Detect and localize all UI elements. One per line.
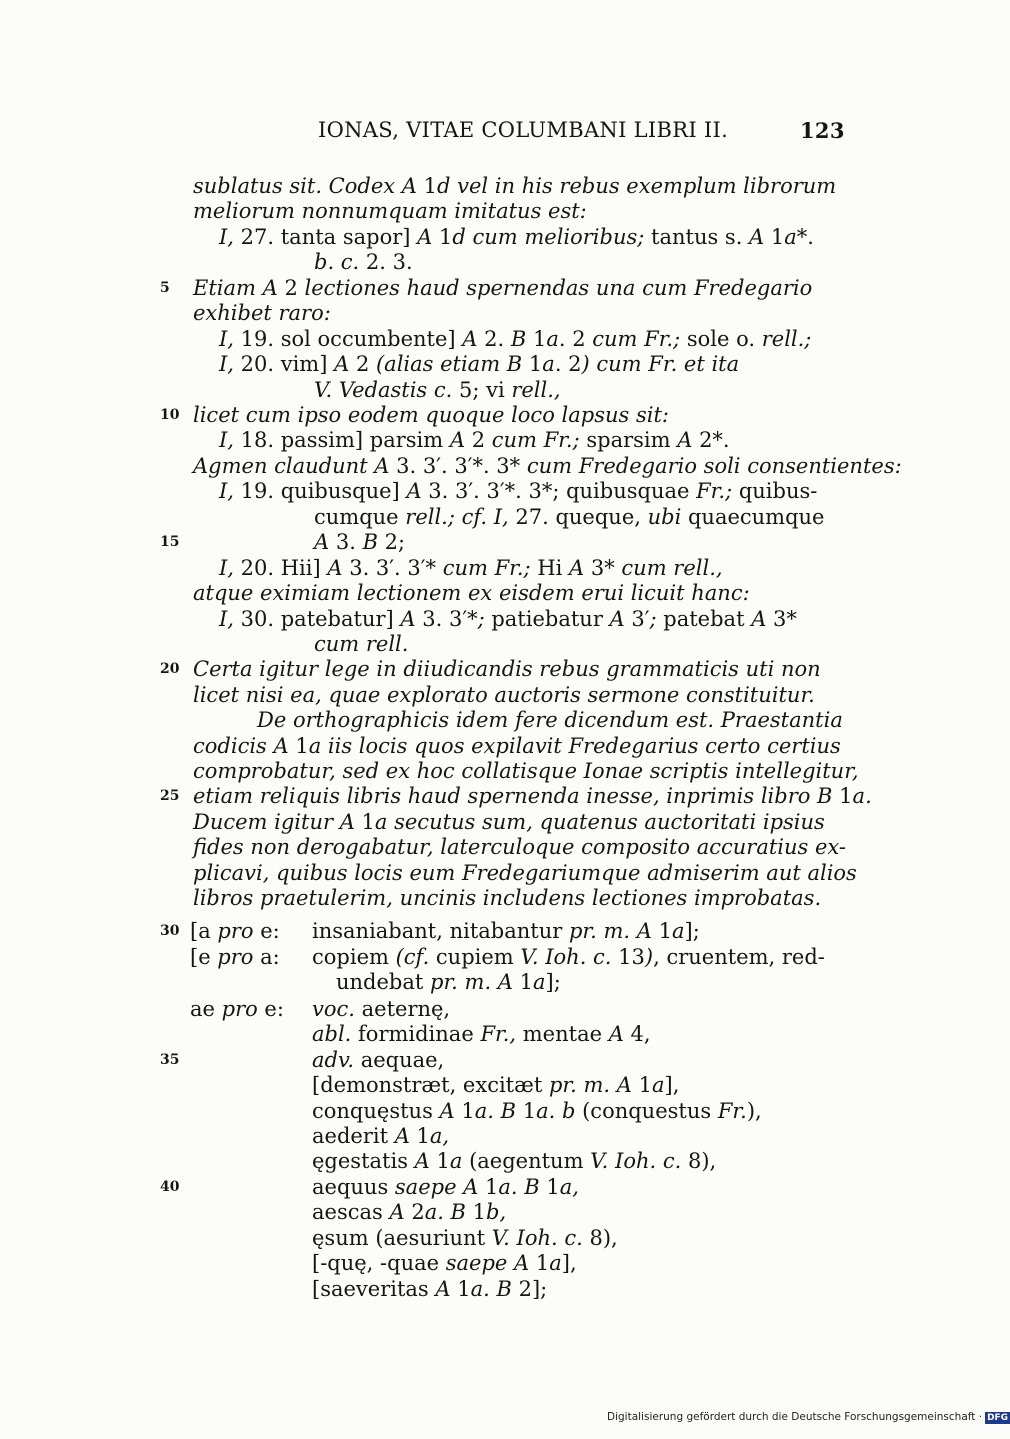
text-line: ęsum (aesuriunt V. Ioh. c. 8), [312,1226,618,1250]
line-number: 15 [160,534,180,550]
text-line: [-quę, -quae saepe A 1a], [312,1251,577,1275]
text-line: licet nisi ea, quae explorato auctoris sermone constituitur. [193,683,815,707]
text-line: I, 20. Hii] A 3. 3′. 3′* cum Fr.; Hi A 3* cum rell., [219,556,723,580]
text-line: Ducem igitur A 1a secutus sum, quatenus auctoritati ipsius [193,810,825,834]
footer-credit [607,1411,1010,1424]
text-line: comprobatur, sed ex hoc collatisque Ionae scriptis intellegitur, [193,759,859,783]
text-line: adv. aequae, [312,1048,445,1072]
text-line: De orthographicis idem fere dicendum est. Praestantia [257,708,843,732]
text-line: conquęstus A 1a. B 1a. b (conquestus Fr.), [312,1099,762,1123]
text-line: sublatus sit. Codex A 1d vel in his rebus exemplum librorum [193,174,837,198]
footer-text: Digitalisierung gefördert durch die Deutsche Forschungsgemeinschaft · [607,1411,983,1423]
text-line: [a pro e: [190,919,280,943]
line-number: 20 [160,661,180,677]
text-line: b. c. 2. 3. [314,250,413,274]
text-line: plicavi, quibus locis eum Fredegariumque admiserim aut alios [193,861,857,885]
text-line: [demonstræt, excitæt pr. m. A 1a], [312,1073,680,1097]
text-line: aequus saepe A 1a. B 1a, [312,1175,579,1199]
text-line: Certa igitur lege in diiudicandis rebus grammaticis uti non [193,657,821,681]
text-line: fides non derogabatur, laterculoque composito accuratius ex- [193,835,846,859]
dfg-logo: DFG [987,1413,1009,1423]
text-line: aescas A 2a. B 1b, [312,1200,507,1224]
text-line: [saeveritas A 1a. B 2]; [312,1277,548,1301]
line-number: 5 [160,280,170,296]
line-number: 25 [160,788,180,804]
text-line: exhibet raro: [193,301,331,325]
text-line: codicis A 1a iis locis quos expilavit Fredegarius certo certius [193,734,841,758]
text-line: copiem (cf. cupiem V. Ioh. c. 13), cruentem, red- [312,945,825,969]
text-line: undebat pr. m. A 1a]; [336,970,561,994]
text-line: I, 18. passim] parsim A 2 cum Fr.; sparsim A 2*. [219,428,730,452]
text-line: I, 19. quibusque] A 3. 3′. 3′*. 3*; quibusquae Fr.; quibus- [219,479,818,503]
text-line: etiam reliquis libris haud spernenda inesse, inprimis libro B 1a. [193,784,872,808]
text-line: [e pro a: [190,945,280,969]
running-title: IONAS, VITAE COLUMBANI LIBRI II. [318,118,729,142]
text-line: I, 30. patebatur] A 3. 3′*; patiebatur A 3′; patebat A 3* [219,607,797,631]
line-number: 40 [160,1179,180,1195]
text-line: meliorum nonnumquam imitatus est: [193,199,587,223]
text-line: I, 19. sol occumbente] A 2. B 1a. 2 cum Fr.; sole o. rell.; [219,327,812,351]
text-line: libros praetulerim, uncinis includens lectiones improbatas. [193,886,822,910]
text-line: cumque rell.; cf. I, 27. queque, ubi quaecumque [314,505,825,529]
text-line: I, 27. tanta sapor] A 1d cum melioribus; tantus s. A 1a*. [219,225,814,249]
text-line: V. Vedastis c. 5; vi rell., [314,378,561,402]
text-line: aederit A 1a, [312,1124,450,1148]
text-line: Etiam A 2 lectiones haud spernendas una cum Fredegario [193,276,813,300]
line-number: 10 [160,407,180,423]
text-line: abl. formidinae Fr., mentae A 4, [312,1022,651,1046]
text-line: cum rell. [314,632,409,656]
text-line: Agmen claudunt A 3. 3′. 3′*. 3* cum Fredegario soli consentientes: [193,454,902,478]
text-line: I, 20. vim] A 2 (alias etiam B 1a. 2) cum Fr. et ita [219,352,740,376]
text-line: voc. aeternę, [312,997,451,1021]
page-number: 123 [800,118,845,143]
text-line: insaniabant, nitabantur pr. m. A 1a]; [312,919,700,943]
text-line: A 3. B 2; [314,530,406,554]
text-line: ęgestatis A 1a (aegentum V. Ioh. c. 8), [312,1149,717,1173]
line-number: 30 [160,923,180,939]
text-line: atque eximiam lectionem ex eisdem erui licuit hanc: [193,581,750,605]
line-number: 35 [160,1052,180,1068]
text-line: ae pro e: [190,997,284,1021]
text-line: licet cum ipso eodem quoque loco lapsus sit: [193,403,669,427]
